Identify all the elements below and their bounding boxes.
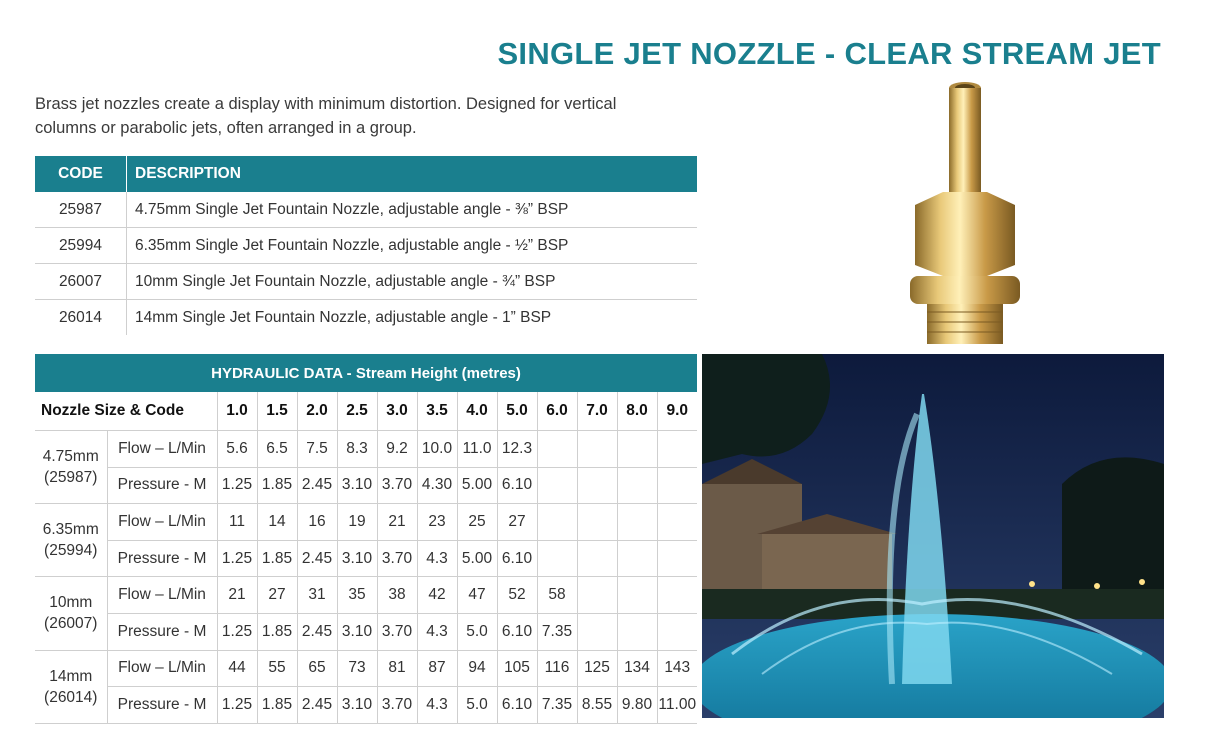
- table-row: [35, 431, 697, 468]
- flow-value: 10.0: [417, 431, 457, 468]
- height-header: 4.0: [457, 392, 497, 431]
- nozzle-code: (25987): [44, 469, 98, 487]
- pressure-value: 2.45: [297, 687, 337, 724]
- pressure-value: 1.25: [217, 687, 257, 724]
- flow-value: 58: [537, 577, 577, 614]
- flow-value: 9.2: [377, 431, 417, 468]
- flow-value: 143: [657, 650, 697, 687]
- flow-value: 16: [297, 504, 337, 541]
- flow-value: 44: [217, 650, 257, 687]
- flow-value: 38: [377, 577, 417, 614]
- pressure-value: 5.0: [457, 613, 497, 650]
- pressure-label: Pressure - M: [107, 540, 217, 577]
- nozzle-size: 6.35mm: [42, 521, 99, 539]
- flow-value: 27: [497, 504, 537, 541]
- pressure-label: Pressure - M: [107, 467, 217, 504]
- height-header: 2.0: [297, 392, 337, 431]
- height-header: 1.0: [217, 392, 257, 431]
- flow-value: 52: [497, 577, 537, 614]
- flow-value: 47: [457, 577, 497, 614]
- pressure-value: 1.25: [217, 613, 257, 650]
- table-row: [35, 504, 697, 541]
- product-code: 25994: [35, 228, 127, 264]
- flow-value: [537, 504, 577, 541]
- flow-value: 105: [497, 650, 537, 687]
- flow-value: [617, 504, 657, 541]
- page-title: SINGLE JET NOZZLE - CLEAR STREAM JET: [497, 36, 1161, 71]
- pressure-value: 4.3: [417, 540, 457, 577]
- flow-value: 55: [257, 650, 297, 687]
- pressure-value: 6.10: [497, 540, 537, 577]
- pressure-label: Pressure - M: [107, 613, 217, 650]
- nozzle-size-cell: [35, 431, 107, 504]
- flow-value: 21: [217, 577, 257, 614]
- product-description: 14mm Single Jet Fountain Nozzle, adjustable angle - 1” BSP: [135, 308, 552, 326]
- flow-value: 14: [257, 504, 297, 541]
- nozzle-size: 14mm: [49, 667, 93, 685]
- flow-value: 23: [417, 504, 457, 541]
- pressure-value: 4.3: [417, 613, 457, 650]
- flow-value: [577, 504, 617, 541]
- pressure-value: 1.85: [257, 467, 297, 504]
- product-description: 4.75mm Single Jet Fountain Nozzle, adjustable angle - ⅜” BSP: [127, 192, 698, 228]
- table-row: [35, 650, 697, 687]
- pressure-value: 5.0: [457, 687, 497, 724]
- flow-label: Flow – L/Min: [107, 650, 217, 687]
- nozzle-size-cell: [35, 650, 107, 723]
- pressure-value: [657, 540, 697, 577]
- flow-value: 7.5: [297, 431, 337, 468]
- pressure-value: [617, 613, 657, 650]
- pressure-value: 1.85: [257, 613, 297, 650]
- flow-value: 19: [337, 504, 377, 541]
- flow-value: [657, 431, 697, 468]
- pressure-value: 11.00: [657, 687, 697, 724]
- nozzle-code: (26014): [44, 688, 98, 706]
- product-table: [35, 156, 697, 335]
- flow-value: 25: [457, 504, 497, 541]
- pressure-value: [577, 613, 617, 650]
- flow-value: 94: [457, 650, 497, 687]
- height-header: 1.5: [257, 392, 297, 431]
- product-code: 26014: [35, 300, 127, 336]
- pressure-value: [617, 540, 657, 577]
- pressure-value: 7.35: [537, 613, 577, 650]
- pressure-value: [537, 467, 577, 504]
- pressure-value: [657, 613, 697, 650]
- pressure-value: [537, 540, 577, 577]
- table-row: [35, 192, 697, 228]
- flow-label: Flow – L/Min: [107, 431, 217, 468]
- flow-value: [657, 504, 697, 541]
- intro-text: Brass jet nozzles create a display with minimum distortion. Designed for vertical columns or parabolic jets, often arranged in a group.: [35, 95, 617, 137]
- nozzle-product-image: [895, 80, 1035, 345]
- flow-value: 116: [537, 650, 577, 687]
- flow-value: 6.5: [257, 431, 297, 468]
- pressure-value: 3.70: [377, 613, 417, 650]
- pressure-value: 5.00: [457, 540, 497, 577]
- pressure-value: 2.45: [297, 613, 337, 650]
- pressure-value: 1.85: [257, 540, 297, 577]
- pressure-value: 6.10: [497, 613, 537, 650]
- product-code: 25987: [35, 192, 127, 228]
- flow-value: 27: [257, 577, 297, 614]
- pressure-value: 2.45: [297, 467, 337, 504]
- flow-value: 35: [337, 577, 377, 614]
- pressure-value: 6.10: [497, 687, 537, 724]
- flow-value: 125: [577, 650, 617, 687]
- table-row: [35, 467, 697, 504]
- flow-value: 31: [297, 577, 337, 614]
- nozzle-code: (25994): [44, 542, 98, 560]
- fountain-photo: [702, 354, 1164, 718]
- flow-value: 81: [377, 650, 417, 687]
- height-header: 7.0: [577, 392, 617, 431]
- table-row: [35, 300, 697, 336]
- flow-value: 21: [377, 504, 417, 541]
- table-row: [35, 228, 697, 264]
- pressure-value: 9.80: [617, 687, 657, 724]
- flow-value: [577, 577, 617, 614]
- height-header: 2.5: [337, 392, 377, 431]
- pressure-value: [657, 467, 697, 504]
- flow-value: 87: [417, 650, 457, 687]
- nozzle-size-cell: [35, 577, 107, 650]
- flow-value: 8.3: [337, 431, 377, 468]
- nozzle-size-header: Nozzle Size & Code: [35, 392, 217, 431]
- pressure-value: [617, 467, 657, 504]
- description-header: DESCRIPTION: [127, 156, 698, 192]
- pressure-value: 6.10: [497, 467, 537, 504]
- pressure-value: 3.10: [337, 687, 377, 724]
- pressure-value: [577, 540, 617, 577]
- table-row: [35, 577, 697, 614]
- height-header: 3.0: [377, 392, 417, 431]
- pressure-value: 1.25: [217, 467, 257, 504]
- hydraulic-table: [35, 354, 697, 724]
- flow-value: 12.3: [497, 431, 537, 468]
- flow-value: 5.6: [217, 431, 257, 468]
- flow-value: 42: [417, 577, 457, 614]
- hydraulic-title: HYDRAULIC DATA - Stream Height (metres): [35, 354, 697, 392]
- flow-value: 11: [217, 504, 257, 541]
- nozzle-size: 4.75mm: [42, 448, 99, 466]
- flow-label: Flow – L/Min: [107, 504, 217, 541]
- flow-value: [617, 431, 657, 468]
- pressure-value: 5.00: [457, 467, 497, 504]
- flow-value: [577, 431, 617, 468]
- flow-value: [657, 577, 697, 614]
- pressure-label: Pressure - M: [107, 687, 217, 724]
- product-description: 10mm Single Jet Fountain Nozzle, adjustable angle - ¾” BSP: [127, 264, 698, 300]
- pressure-value: 8.55: [577, 687, 617, 724]
- height-header: 9.0: [657, 392, 697, 431]
- pressure-value: 3.10: [337, 467, 377, 504]
- pressure-value: 4.30: [417, 467, 457, 504]
- table-row: [35, 613, 697, 650]
- pressure-value: [577, 467, 617, 504]
- flow-value: 11.0: [457, 431, 497, 468]
- flow-value: 65: [297, 650, 337, 687]
- pressure-value: 7.35: [537, 687, 577, 724]
- table-row: [35, 687, 697, 724]
- pressure-value: 3.10: [337, 540, 377, 577]
- pressure-value: 3.70: [377, 687, 417, 724]
- height-header: 3.5: [417, 392, 457, 431]
- pressure-value: 4.3: [417, 687, 457, 724]
- code-header: CODE: [35, 156, 127, 192]
- flow-label: Flow – L/Min: [107, 577, 217, 614]
- table-row: [35, 540, 697, 577]
- flow-value: 134: [617, 650, 657, 687]
- pressure-value: 2.45: [297, 540, 337, 577]
- table-row: [35, 264, 697, 300]
- product-description: 6.35mm Single Jet Fountain Nozzle, adjustable angle - ½” BSP: [127, 228, 698, 264]
- nozzle-size-cell: [35, 504, 107, 577]
- pressure-value: 1.85: [257, 687, 297, 724]
- product-code: 26007: [35, 264, 127, 300]
- pressure-value: 1.25: [217, 540, 257, 577]
- pressure-value: 3.10: [337, 613, 377, 650]
- flow-value: [537, 431, 577, 468]
- height-header: 6.0: [537, 392, 577, 431]
- height-header: 8.0: [617, 392, 657, 431]
- height-header: 5.0: [497, 392, 537, 431]
- flow-value: [617, 577, 657, 614]
- nozzle-code: (26007): [44, 615, 98, 633]
- pressure-value: 3.70: [377, 540, 417, 577]
- nozzle-size: 10mm: [49, 594, 93, 612]
- pressure-value: 3.70: [377, 467, 417, 504]
- flow-value: 73: [337, 650, 377, 687]
